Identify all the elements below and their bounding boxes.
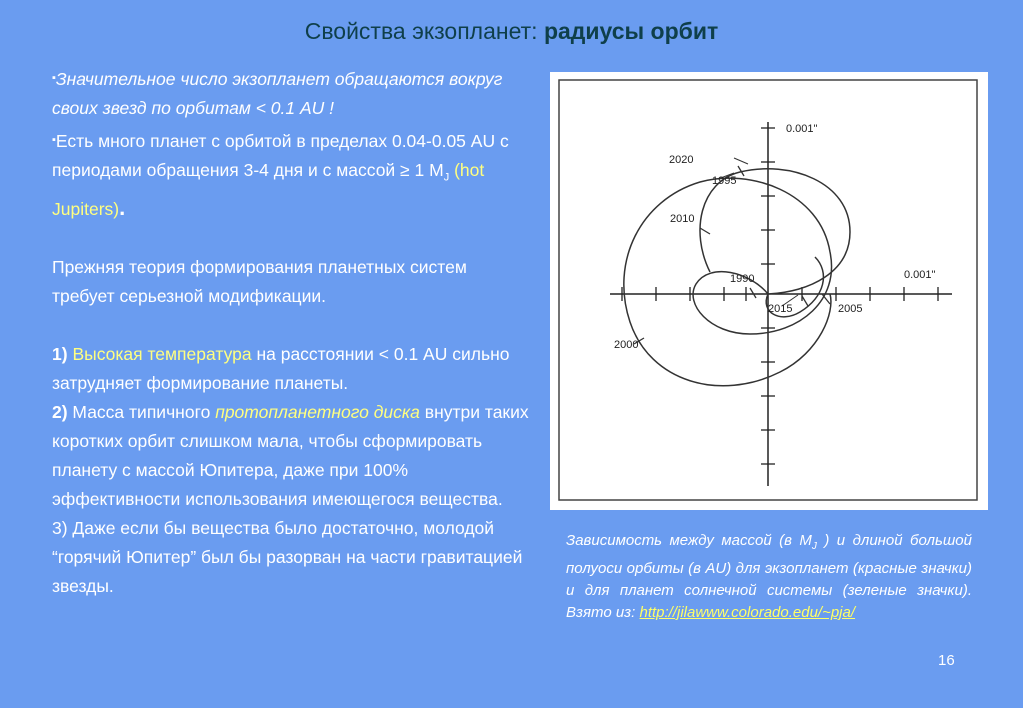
bullet-2-dot: . [119, 194, 126, 220]
orbit-figure [550, 72, 988, 510]
theory-paragraph: Прежняя теория формирования планетных систем требует серьезной модификации. [52, 256, 467, 306]
item-3: 3) Даже если бы вещества было достаточно, молодой “горячий Юпитер” был бы разорван на части гравитацией звезды. [52, 517, 523, 596]
year-2010: 2010 [670, 213, 695, 225]
label-top: 0.001" [786, 123, 818, 135]
item-2-highlight: протопланетного диска [215, 401, 420, 422]
item-1 [52, 340, 532, 398]
slide-title [0, 18, 1023, 45]
bullet-2-sub: J [443, 171, 450, 184]
bullet-2-open: ( [449, 160, 460, 180]
bullet-2 [52, 126, 532, 224]
bullet-1 [52, 64, 532, 123]
bullet-2-text: Есть много планет с орбитой в пределах 0.04-0.05 AU с периодами обращения 3-4 дня и с массой ≥ 1 M [52, 131, 509, 180]
bullet-2-marker: ▪ [52, 134, 56, 146]
figure-caption [566, 530, 972, 624]
year-1995: 1995 [712, 175, 737, 187]
slide-title-bold: радиусы орбит [543, 18, 719, 44]
year-2005: 2005 [838, 303, 863, 315]
year-2015: 2015 [768, 303, 793, 315]
slide-title-normal: Свойства экзопланет: [304, 18, 544, 44]
item-1-num: 1) [52, 343, 68, 364]
item-2-rest: внутри таких коротких орбит слишком мала, чтобы сформировать планету с массой Юпитера, даже при 100% эффективности использования имеющегося вещества. [52, 401, 529, 509]
main-text [52, 64, 532, 601]
bullet-1-text: Значительное число экзопланет обращаются вокруг своих звезд по орбитам < 0.1 AU ! [52, 69, 503, 118]
page-number: 16 [938, 652, 955, 669]
item-1-rest: на расстоянии < 0.1 AU сильно затрудняет формирование планеты. [52, 343, 510, 393]
caption-sub: J [811, 541, 817, 552]
orbit-diagram [550, 72, 988, 510]
caption-text-a: Зависимость между массой (в M [566, 532, 812, 549]
bullet-1-marker: ▪ [52, 72, 56, 84]
item-2-a: Масса типичного [67, 401, 216, 422]
bullet-2-close: ) [113, 198, 120, 219]
source-link[interactable]: http://jilawww.colorado.edu/~pja/ [639, 604, 856, 621]
hot-jupiters-text: hot Jupiters [52, 160, 485, 219]
year-2000: 2000 [614, 339, 639, 351]
year-2020: 2020 [669, 154, 694, 166]
item-1-highlight: Высокая температура [72, 343, 252, 364]
item-2-num: 2) [52, 401, 68, 422]
year-1990: 1990 [730, 273, 755, 285]
item-2 [52, 398, 532, 514]
caption-text-b: ) и длиной большой полуоси орбиты (в AU) для экзопланет (красные значки) и для планет солнечной системы (зеленые значки). Взято из: [566, 532, 972, 621]
label-right: 0.001" [904, 269, 936, 281]
